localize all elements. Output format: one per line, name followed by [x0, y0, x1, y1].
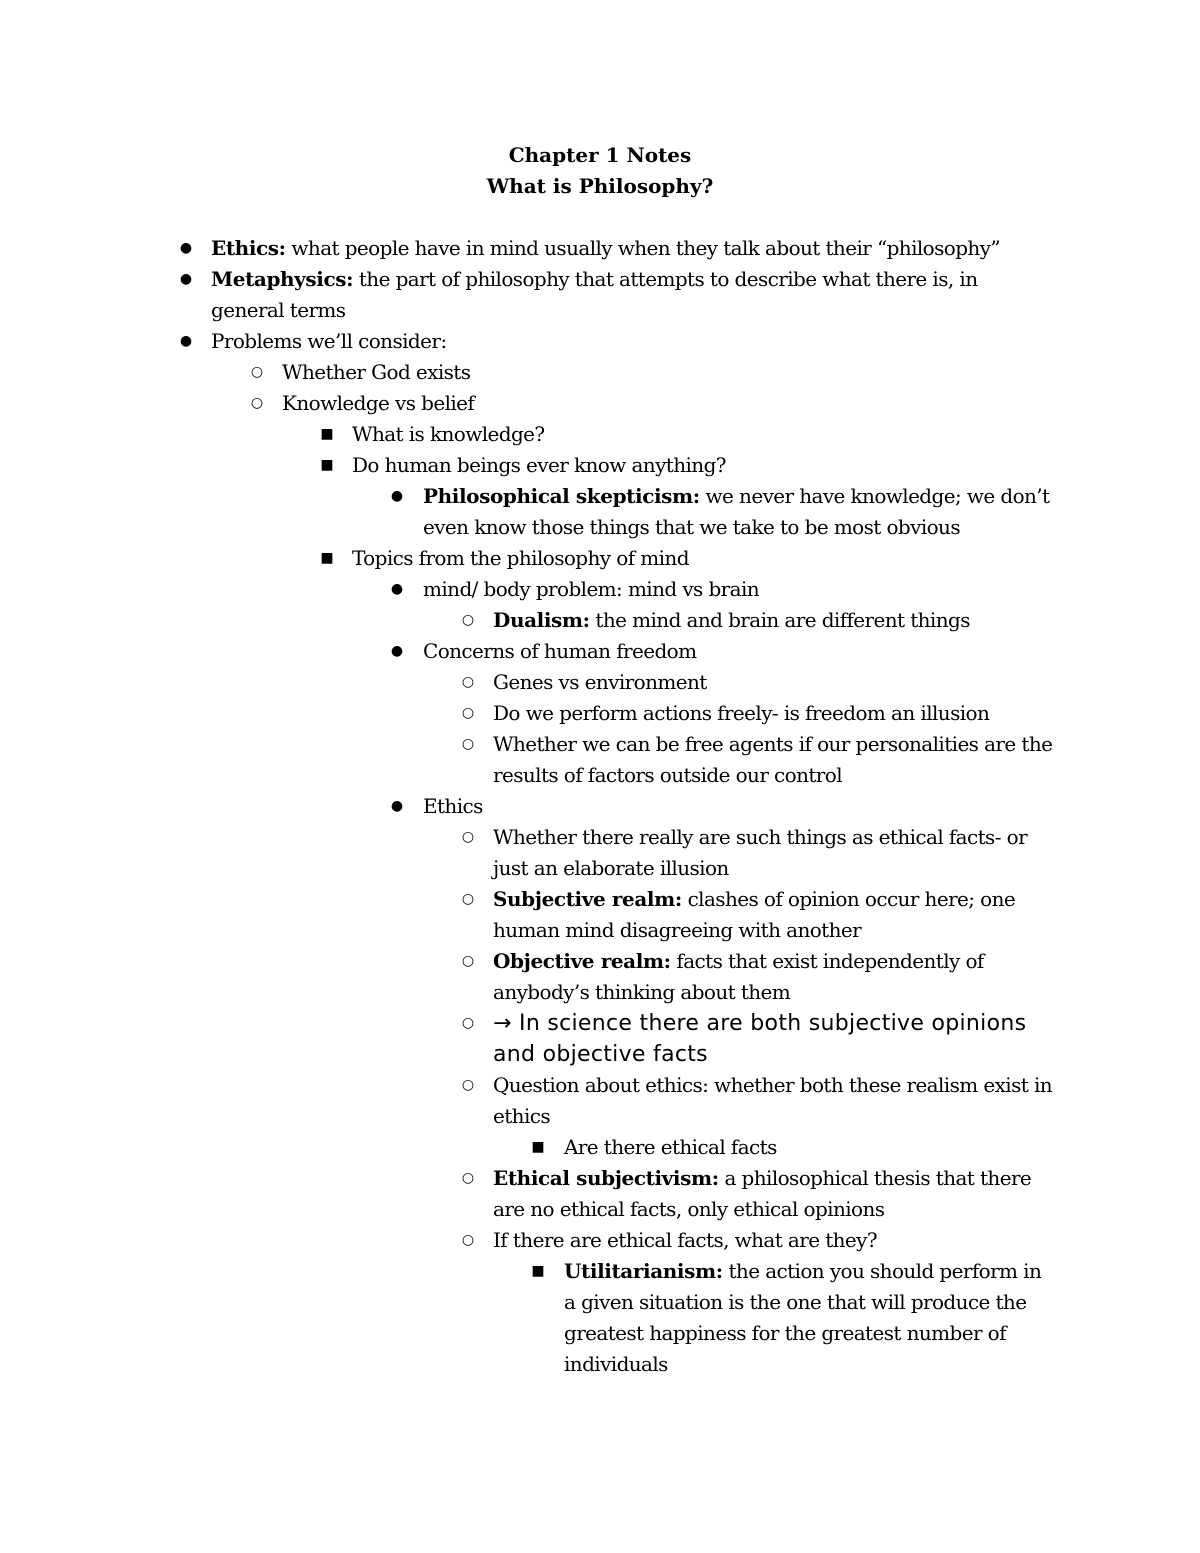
note-term: Subjective realm:	[493, 887, 682, 911]
note-text	[493, 667, 1055, 698]
note-item	[0, 946, 1055, 1008]
note-text	[352, 419, 1053, 450]
note-item	[0, 822, 1055, 884]
note-text	[493, 698, 1055, 729]
bullet-dot-icon: ●	[179, 333, 193, 349]
note-body: Whether there really are such things as ethical facts- or just an elaborate illusion	[493, 825, 1028, 880]
note-item	[0, 884, 1055, 946]
note-body: a philosophical thesis that there are no ethical facts, only ethical opinions	[493, 1166, 1032, 1221]
bullet-square-icon: ■	[320, 426, 334, 442]
note-item	[0, 1008, 1055, 1070]
note-body: the action you should perform in a given situation is the one that will produce the greatest happiness for the greatest number of individuals	[564, 1259, 1042, 1376]
bullet-dot-icon: ●	[390, 643, 404, 659]
bullet-circle-icon: ○	[461, 1170, 475, 1186]
note-text	[352, 543, 1053, 574]
note-term: Objective realm:	[493, 949, 671, 973]
note-body: → In science there are both subjective opinions and objective facts	[493, 1011, 1027, 1067]
bullet-circle-icon: ○	[250, 395, 264, 411]
note-text	[493, 884, 1055, 946]
bullet-circle-icon: ○	[461, 829, 475, 845]
bullet-dot-icon: ●	[390, 488, 404, 504]
note-body: If there are ethical facts, what are they?	[493, 1228, 877, 1252]
note-text	[423, 636, 1055, 667]
note-text	[493, 1225, 1055, 1256]
note-text	[493, 1008, 1055, 1070]
note-body: Whether we can be free agents if our personalities are the results of factors outside our control	[493, 732, 1053, 787]
note-body: Do we perform actions freely- is freedom an illusion	[493, 701, 990, 725]
note-body: the part of philosophy that attempts to describe what there is, in general terms	[211, 267, 978, 322]
title-block	[0, 140, 1200, 202]
note-item	[0, 698, 1055, 729]
note-text	[493, 605, 1055, 636]
note-item	[0, 1132, 1056, 1163]
note-text	[493, 1070, 1055, 1132]
note-item	[0, 636, 1055, 667]
bullet-circle-icon: ○	[461, 891, 475, 907]
note-item	[0, 605, 1055, 636]
page-title: Chapter 1 Notes	[508, 143, 692, 167]
note-text	[282, 388, 1053, 419]
note-item	[0, 543, 1053, 574]
bullet-dot-icon: ●	[390, 798, 404, 814]
note-body: Topics from the philosophy of mind	[352, 546, 689, 570]
bullet-square-icon: ■	[320, 550, 334, 566]
bullet-circle-icon: ○	[461, 953, 475, 969]
note-item	[0, 729, 1055, 791]
bullet-dot-icon: ●	[179, 240, 193, 256]
note-text	[493, 946, 1055, 1008]
note-text	[423, 574, 1055, 605]
note-item	[0, 1070, 1055, 1132]
note-text	[282, 357, 1053, 388]
note-text	[493, 822, 1055, 884]
note-item	[0, 1256, 1056, 1380]
bullet-circle-icon: ○	[461, 1232, 475, 1248]
note-term: Philosophical skepticism:	[423, 484, 700, 508]
bullet-dot-icon: ●	[179, 271, 193, 287]
note-item	[0, 667, 1055, 698]
note-body: Do human beings ever know anything?	[352, 453, 726, 477]
note-item	[0, 450, 1053, 481]
note-body: we never have knowledge; we don’t even know those things that we take to be most obvious	[423, 484, 1050, 539]
note-term: Ethical subjectivism:	[493, 1166, 719, 1190]
note-item	[0, 419, 1053, 450]
bullet-circle-icon: ○	[250, 364, 264, 380]
note-text	[493, 1163, 1055, 1225]
bullet-circle-icon: ○	[461, 705, 475, 721]
note-item	[0, 264, 1053, 326]
bullet-circle-icon: ○	[461, 736, 475, 752]
note-term: Dualism:	[493, 608, 590, 632]
note-term: Utilitarianism:	[564, 1259, 723, 1283]
note-item	[0, 326, 1053, 357]
note-body: Knowledge vs belief	[282, 391, 475, 415]
note-item	[0, 357, 1053, 388]
bullet-circle-icon: ○	[461, 612, 475, 628]
note-item	[0, 574, 1055, 605]
note-body: mind/ body problem: mind vs brain	[423, 577, 760, 601]
note-body: Are there ethical facts	[564, 1135, 777, 1159]
note-body: Question about ethics: whether both these realism exist in ethics	[493, 1073, 1053, 1128]
bullet-dot-icon: ●	[390, 581, 404, 597]
note-body: Whether God exists	[282, 360, 471, 384]
note-text	[211, 326, 1053, 357]
note-item	[0, 1225, 1055, 1256]
page-subtitle: What is Philosophy?	[486, 174, 714, 198]
note-body: Ethics	[423, 794, 483, 818]
bullet-square-icon: ■	[531, 1263, 545, 1279]
bullet-circle-icon: ○	[461, 674, 475, 690]
bullet-circle-icon: ○	[461, 1077, 475, 1093]
bullet-square-icon: ■	[531, 1139, 545, 1155]
note-text	[352, 450, 1053, 481]
notes-list	[0, 233, 1200, 1380]
note-body: What is knowledge?	[352, 422, 545, 446]
note-text	[211, 233, 1053, 264]
note-text	[423, 791, 1055, 822]
note-body: Problems we’ll consider:	[211, 329, 447, 353]
note-text	[564, 1132, 1056, 1163]
note-text	[493, 729, 1055, 791]
note-item	[0, 481, 1055, 543]
note-body: clashes of opinion occur here; one human mind disagreeing with another	[493, 887, 1016, 942]
note-term: Ethics:	[211, 236, 286, 260]
note-item	[0, 233, 1053, 264]
note-term: Metaphysics:	[211, 267, 354, 291]
note-text	[211, 264, 1053, 326]
note-body: Concerns of human freedom	[423, 639, 697, 663]
note-text	[423, 481, 1055, 543]
note-body: facts that exist independently of anybody’s thinking about them	[493, 949, 984, 1004]
note-item	[0, 388, 1053, 419]
note-item	[0, 1163, 1055, 1225]
note-body: the mind and brain are different things	[589, 608, 970, 632]
note-text	[564, 1256, 1056, 1380]
note-body: what people have in mind usually when they talk about their “philosophy”	[285, 236, 1001, 260]
bullet-square-icon: ■	[320, 457, 334, 473]
note-item	[0, 791, 1055, 822]
bullet-circle-icon: ○	[461, 1015, 475, 1031]
note-body: Genes vs environment	[493, 670, 707, 694]
